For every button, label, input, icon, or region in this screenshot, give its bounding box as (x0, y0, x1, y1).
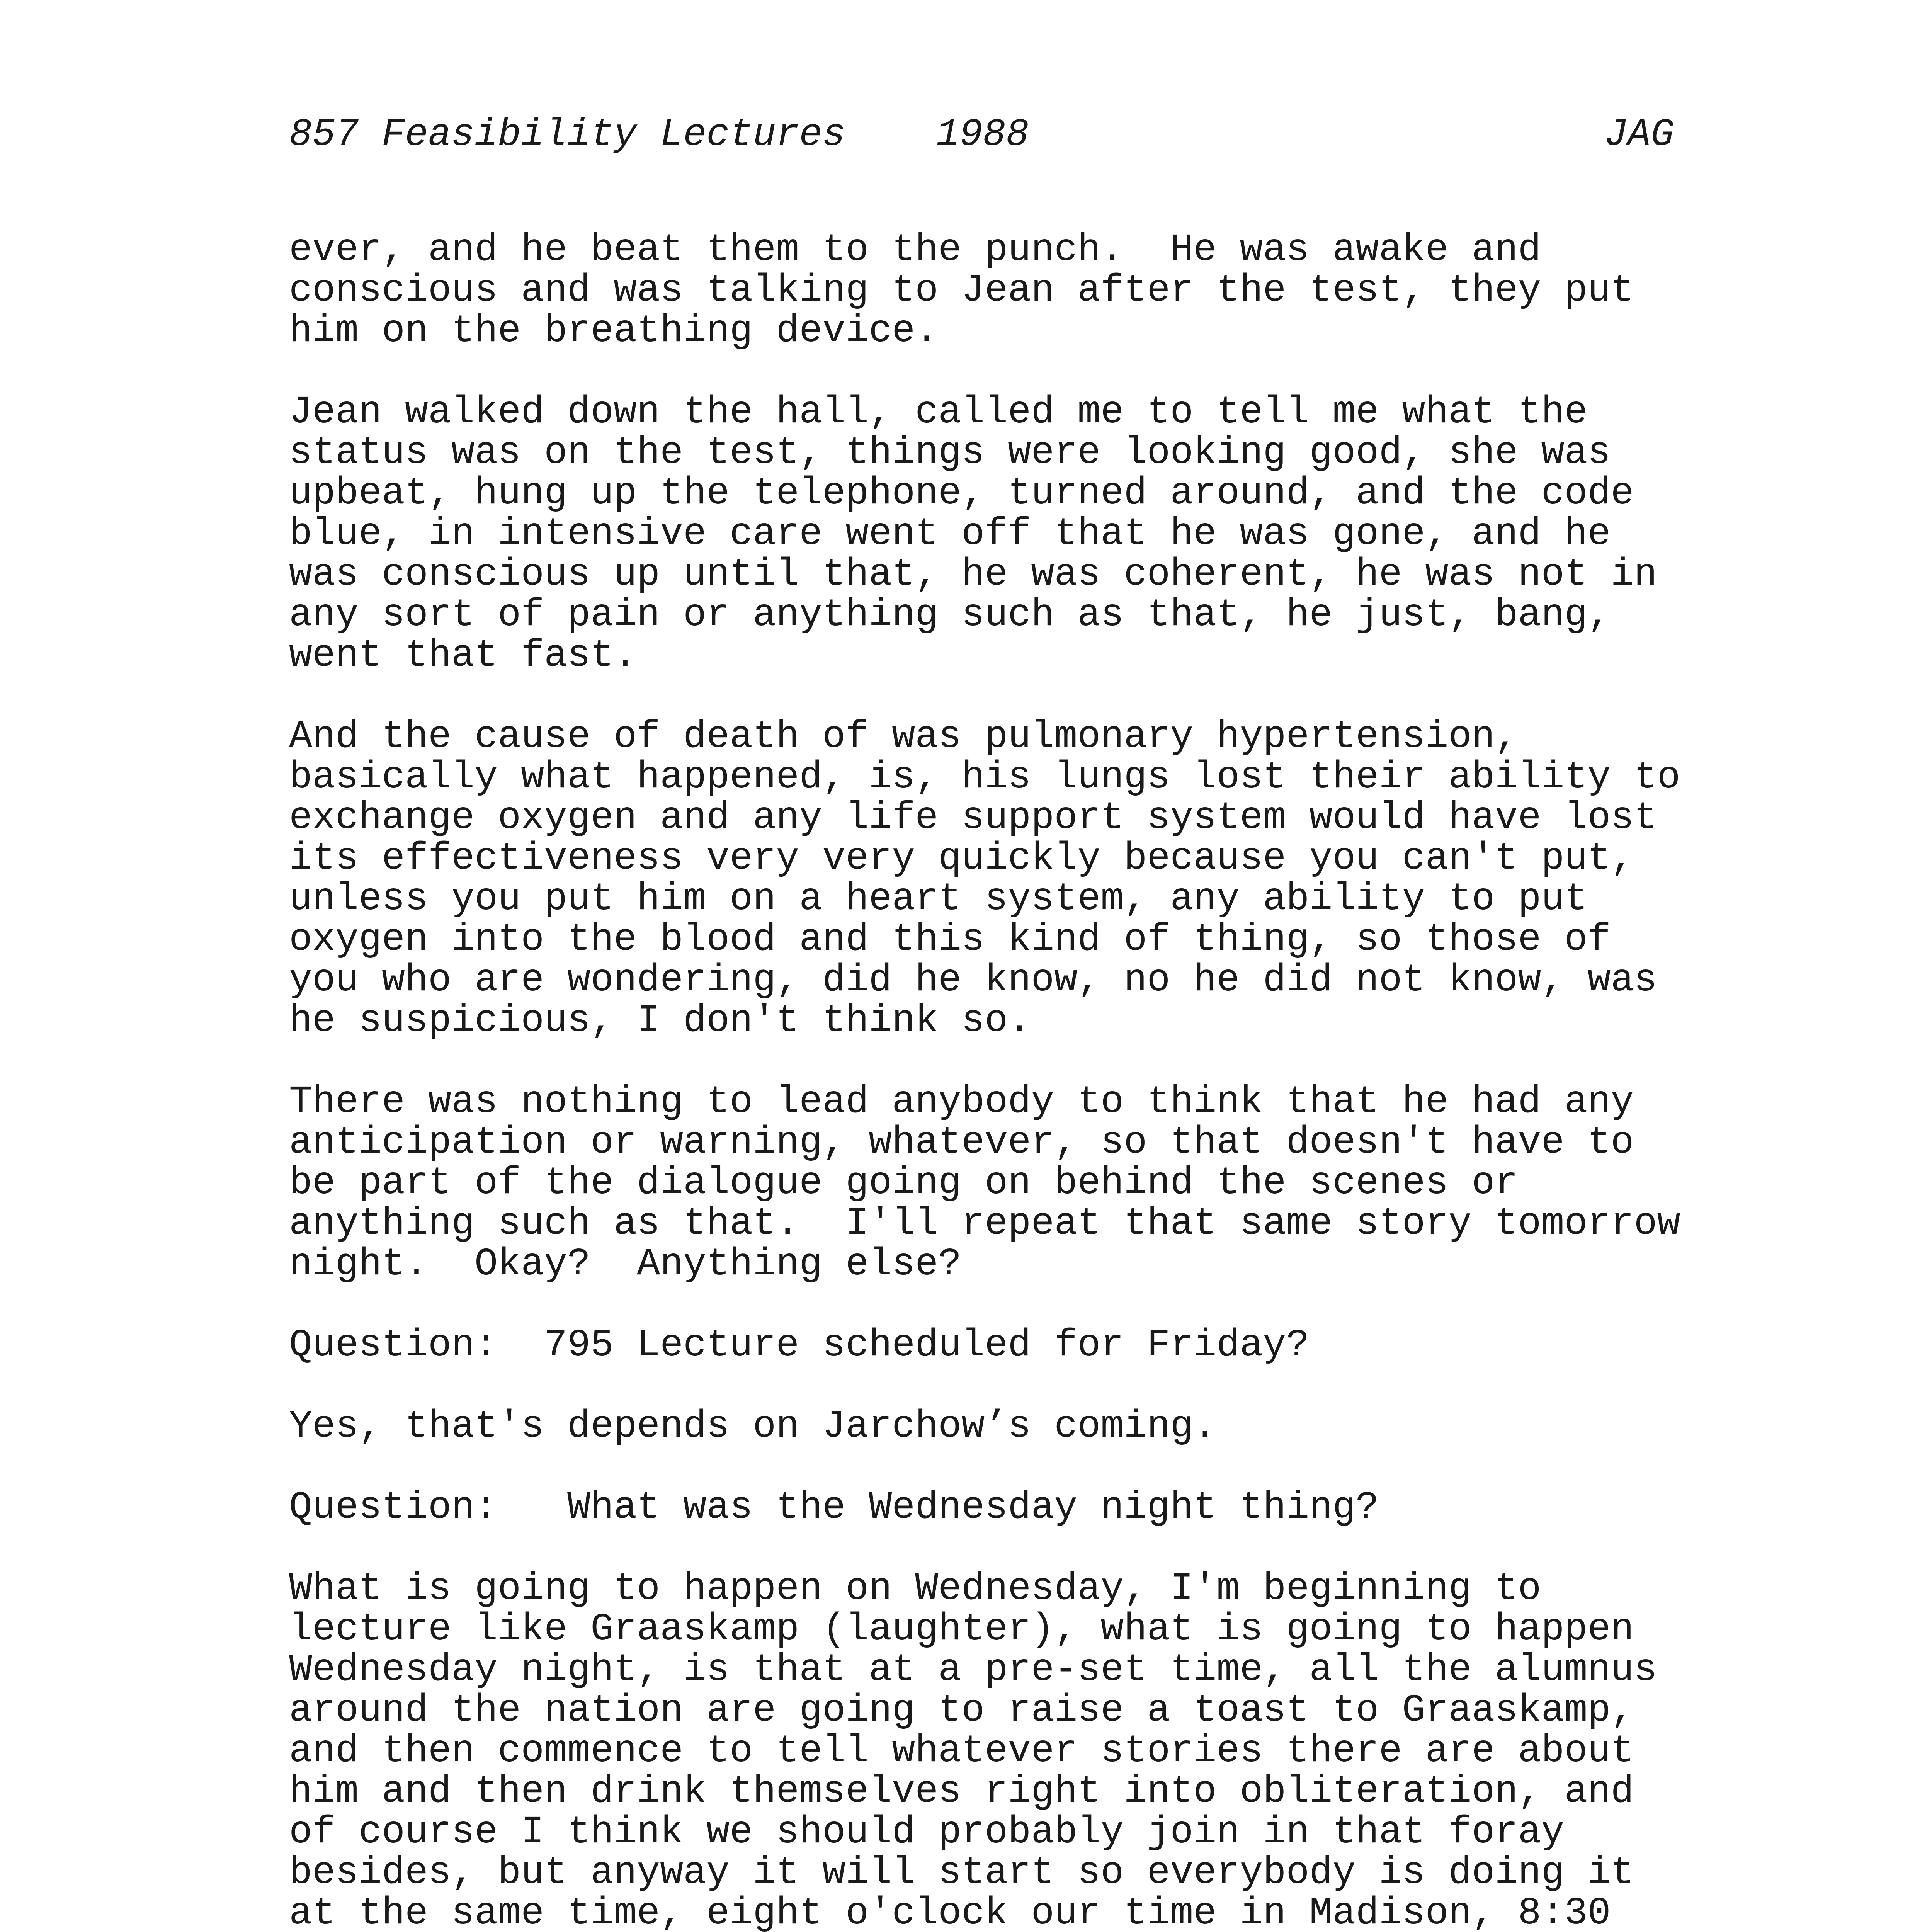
text-line: was conscious up until that, he was coherent, he was not in (289, 553, 1657, 597)
text-line: him on the breathing device. (289, 310, 939, 353)
text-line: you who are wondering, did he know, no he did not know, was (289, 959, 1657, 1002)
text-line: ever, and he beat them to the punch. He was awake and (289, 228, 1541, 272)
text-line: Question: 795 Lecture scheduled for Friday? (289, 1324, 1310, 1367)
text-line: And the cause of death of was pulmonary hypertension, (289, 715, 1518, 759)
text-line: around the nation are going to raise a toast to Graaskamp, (289, 1689, 1634, 1733)
paragraph (289, 1488, 1680, 1528)
page-header (289, 112, 1674, 158)
text-line: he suspicious, I don't think so. (289, 999, 1031, 1043)
text-line: besides, but anyway it will start so everybody is doing it (289, 1851, 1634, 1895)
paragraph (289, 1325, 1680, 1366)
paragraph (289, 230, 1680, 352)
text-line: Yes, that's depends on Jarchow’s coming. (289, 1405, 1217, 1449)
text-line: exchange oxygen and any life support system would have lost (289, 796, 1657, 840)
text-line: anticipation or warning, whatever, so that doesn't have to (289, 1121, 1634, 1165)
text-line: of course I think we should probably join in that foray (289, 1811, 1565, 1854)
paragraph (289, 1406, 1680, 1447)
text-line: night. Okay? Anything else? (289, 1243, 962, 1286)
text-line: at the same time, eight o'clock our time in Madison, 8:30 (289, 1892, 1611, 1932)
transcript-body (289, 230, 1680, 1932)
text-line: Question: What was the Wednesday night thing? (289, 1486, 1379, 1530)
text-line: unless you put him on a heart system, any ability to put (289, 878, 1588, 921)
paragraph (289, 1082, 1680, 1285)
text-line: oxygen into the blood and this kind of thing, so those of (289, 918, 1611, 962)
text-line: be part of the dialogue going on behind the scenes or (289, 1162, 1518, 1205)
text-line: Wednesday night, is that at a pre-set time, all the alumnus (289, 1648, 1657, 1692)
text-line: upbeat, hung up the telephone, turned around, and the code (289, 472, 1634, 515)
header-year: 1988 (936, 113, 1029, 157)
text-line: its effectiveness very very quickly because you can't put, (289, 837, 1634, 881)
header-initials: JAG (1604, 113, 1674, 157)
paragraph (289, 717, 1680, 1041)
text-line: and then commence to tell whatever stories there are about (289, 1730, 1634, 1773)
paragraph (289, 392, 1680, 676)
text-line: status was on the test, things were looking good, she was (289, 431, 1611, 475)
text-line: Jean walked down the hall, called me to tell me what the (289, 391, 1588, 434)
text-line: basically what happened, is, his lungs lost their ability to (289, 756, 1680, 799)
text-line: any sort of pain or anything such as that, he just, bang, (289, 594, 1611, 637)
text-line: blue, in intensive care went off that he was gone, and he (289, 512, 1611, 556)
text-line: conscious and was talking to Jean after the test, they put (289, 269, 1634, 313)
text-line: anything such as that. I'll repeat that same story tomorrow (289, 1202, 1680, 1246)
text-line: went that fast. (289, 634, 637, 678)
text-line: There was nothing to lead anybody to think that he had any (289, 1080, 1634, 1124)
paragraph (289, 1569, 1680, 1932)
text-line: What is going to happen on Wednesday, I'm beginning to (289, 1567, 1541, 1611)
text-line: lecture like Graaskamp (laughter), what is going to happen (289, 1608, 1634, 1651)
text-line: him and then drink themselves right into obliteration, and (289, 1770, 1634, 1814)
header-title: 857 Feasibility Lectures (289, 113, 846, 157)
